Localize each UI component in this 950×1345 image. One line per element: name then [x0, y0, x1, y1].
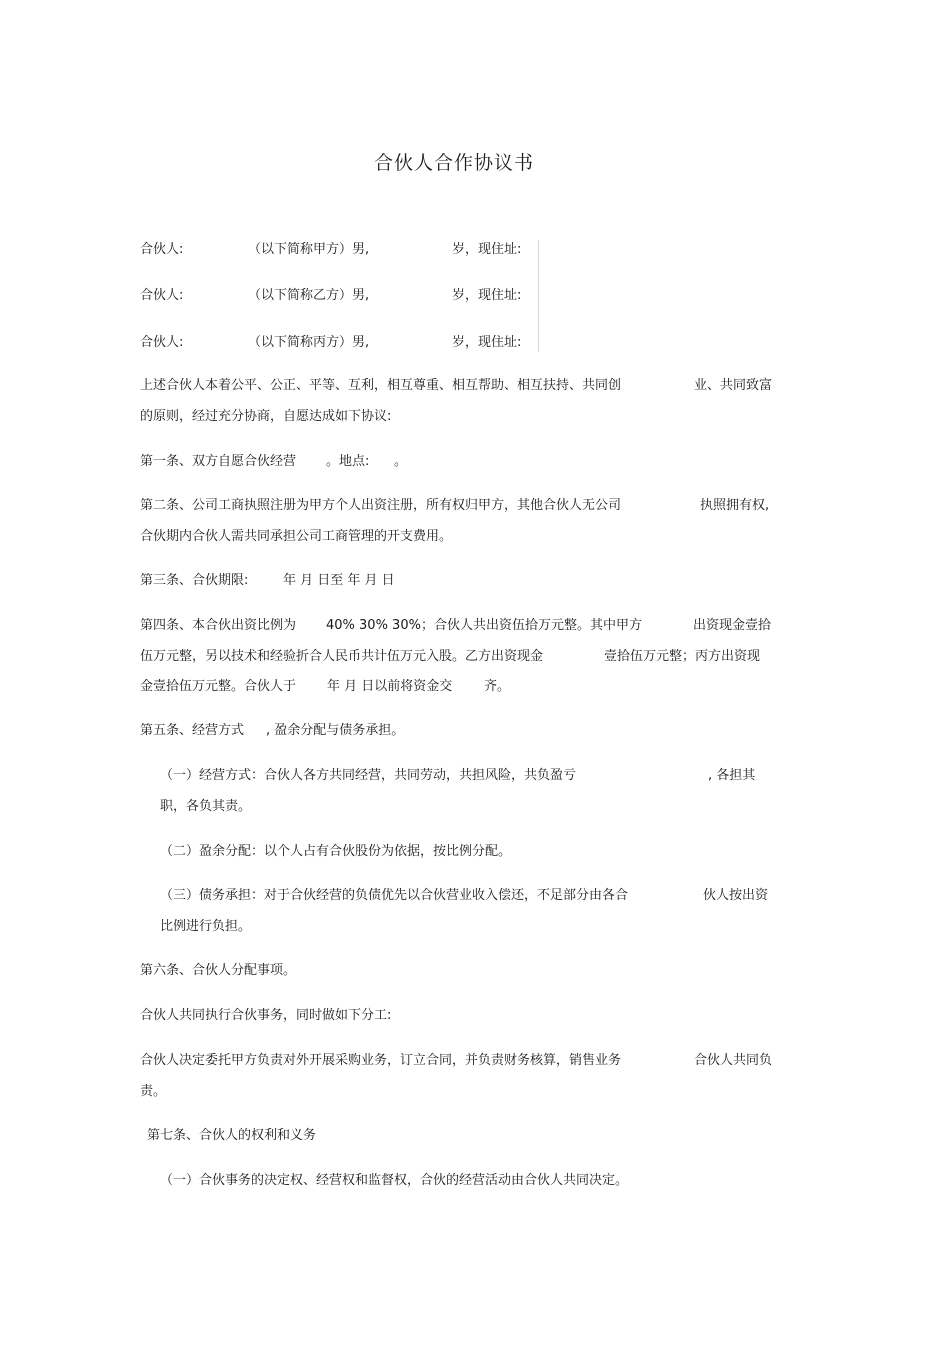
article-4-line-3a: 金壹拾伍万元整。合伙人于	[140, 679, 297, 694]
article-3-b: 年 月 日至 年 月 日	[283, 573, 395, 588]
article-2-line-1a: 第二条、公司工商执照注册为甲方个人出资注册，所有权归甲方，其他合伙人无公司	[140, 498, 622, 513]
article-5-b: , 盈余分配与债务承担。	[266, 723, 405, 738]
partner-1-label: 合伙人:	[140, 242, 184, 257]
partner-2-label: 合伙人:	[140, 288, 184, 303]
intro-line-2: 的原则，经过充分协商，自愿达成如下协议:	[140, 409, 392, 424]
article-5-sub-2: （二）盈余分配：以个人占有合伙股份为依据，按比例分配。	[160, 844, 512, 859]
partner-3-alias: （以下简称丙方）男,	[248, 335, 370, 350]
partner-2-age-address: 岁，现住址:	[452, 288, 522, 303]
article-3-a: 第三条、合伙期限:	[140, 573, 249, 588]
article-5-sub-1b: , 各担其	[708, 768, 756, 783]
article-2-line-2: 合伙期内合伙人需共同承担公司工商管理的开支费用。	[140, 529, 453, 544]
article-6-title: 第六条、合伙人分配事项。	[140, 963, 297, 978]
article-1-c: 。	[394, 454, 408, 469]
article-5-sub-1c: 职，各负其责。	[160, 799, 252, 814]
article-2-line-1b: 执照拥有权,	[700, 498, 770, 513]
partner-3-label: 合伙人:	[140, 335, 184, 350]
partner-3-age-address: 岁，现住址:	[452, 335, 522, 350]
article-5-sub-3b: 伙人按出资	[703, 888, 769, 903]
article-6-para-2c: 责。	[140, 1084, 167, 1099]
article-5-sub-3c: 比例进行负担。	[160, 919, 252, 934]
article-4-line-2a: 伍万元整，另以技术和经验折合人民币共计伍万元入股。乙方出资现金	[140, 649, 544, 664]
document-title: 合伙人合作协议书	[373, 152, 534, 174]
article-4-line-3b: 年 月 日以前将资金交	[327, 679, 453, 694]
article-5-sub-3a: （三）债务承担：对于合伙经营的负债优先以合伙营业收入偿还，不足部分由各合	[160, 888, 629, 903]
article-4-line-1a: 第四条、本合伙出资比例为	[140, 618, 297, 633]
article-7-sub-1: （一）合伙事务的决定权、经营权和监督权，合伙的经营活动由合伙人共同决定。	[160, 1173, 629, 1188]
article-4-line-1b: 40% 30% 30%；合伙人共出资伍拾万元整。其中甲方	[326, 618, 642, 633]
partner-1-age-address: 岁，现住址:	[452, 242, 522, 257]
article-1-a: 第一条、双方自愿合伙经营	[140, 454, 297, 469]
article-4-line-1c: 出资现金壹拾	[693, 618, 772, 633]
partner-2-alias: （以下简称乙方）男,	[248, 288, 370, 303]
article-4-line-3c: 齐。	[484, 679, 511, 694]
intro-line-1b: 业、共同致富	[694, 378, 773, 393]
article-6-para-2a: 合伙人决定委托甲方负责对外开展采购业务，订立合同，并负责财务核算，销售业务	[140, 1053, 622, 1068]
intro-line-1a: 上述合伙人本着公平、公正、平等、互利，相互尊重、相互帮助、相互扶持、共同创	[140, 378, 622, 393]
article-6-para-2b: 合伙人共同负	[694, 1053, 773, 1068]
article-6-para-1: 合伙人共同执行合伙事务，同时做如下分工:	[140, 1008, 392, 1023]
article-5-a: 第五条、经营方式	[140, 723, 245, 738]
article-7-title: 第七条、合伙人的权利和义务	[147, 1128, 317, 1143]
article-1-b: 。地点:	[326, 454, 370, 469]
article-5-sub-1a: （一）经营方式：合伙人各方共同经营，共同劳动，共担风险，共负盈亏	[160, 768, 577, 783]
divider-line	[538, 240, 539, 352]
article-4-line-2b: 壹拾伍万元整；丙方出资现	[604, 649, 761, 664]
partner-1-alias: （以下简称甲方）男,	[248, 242, 370, 257]
